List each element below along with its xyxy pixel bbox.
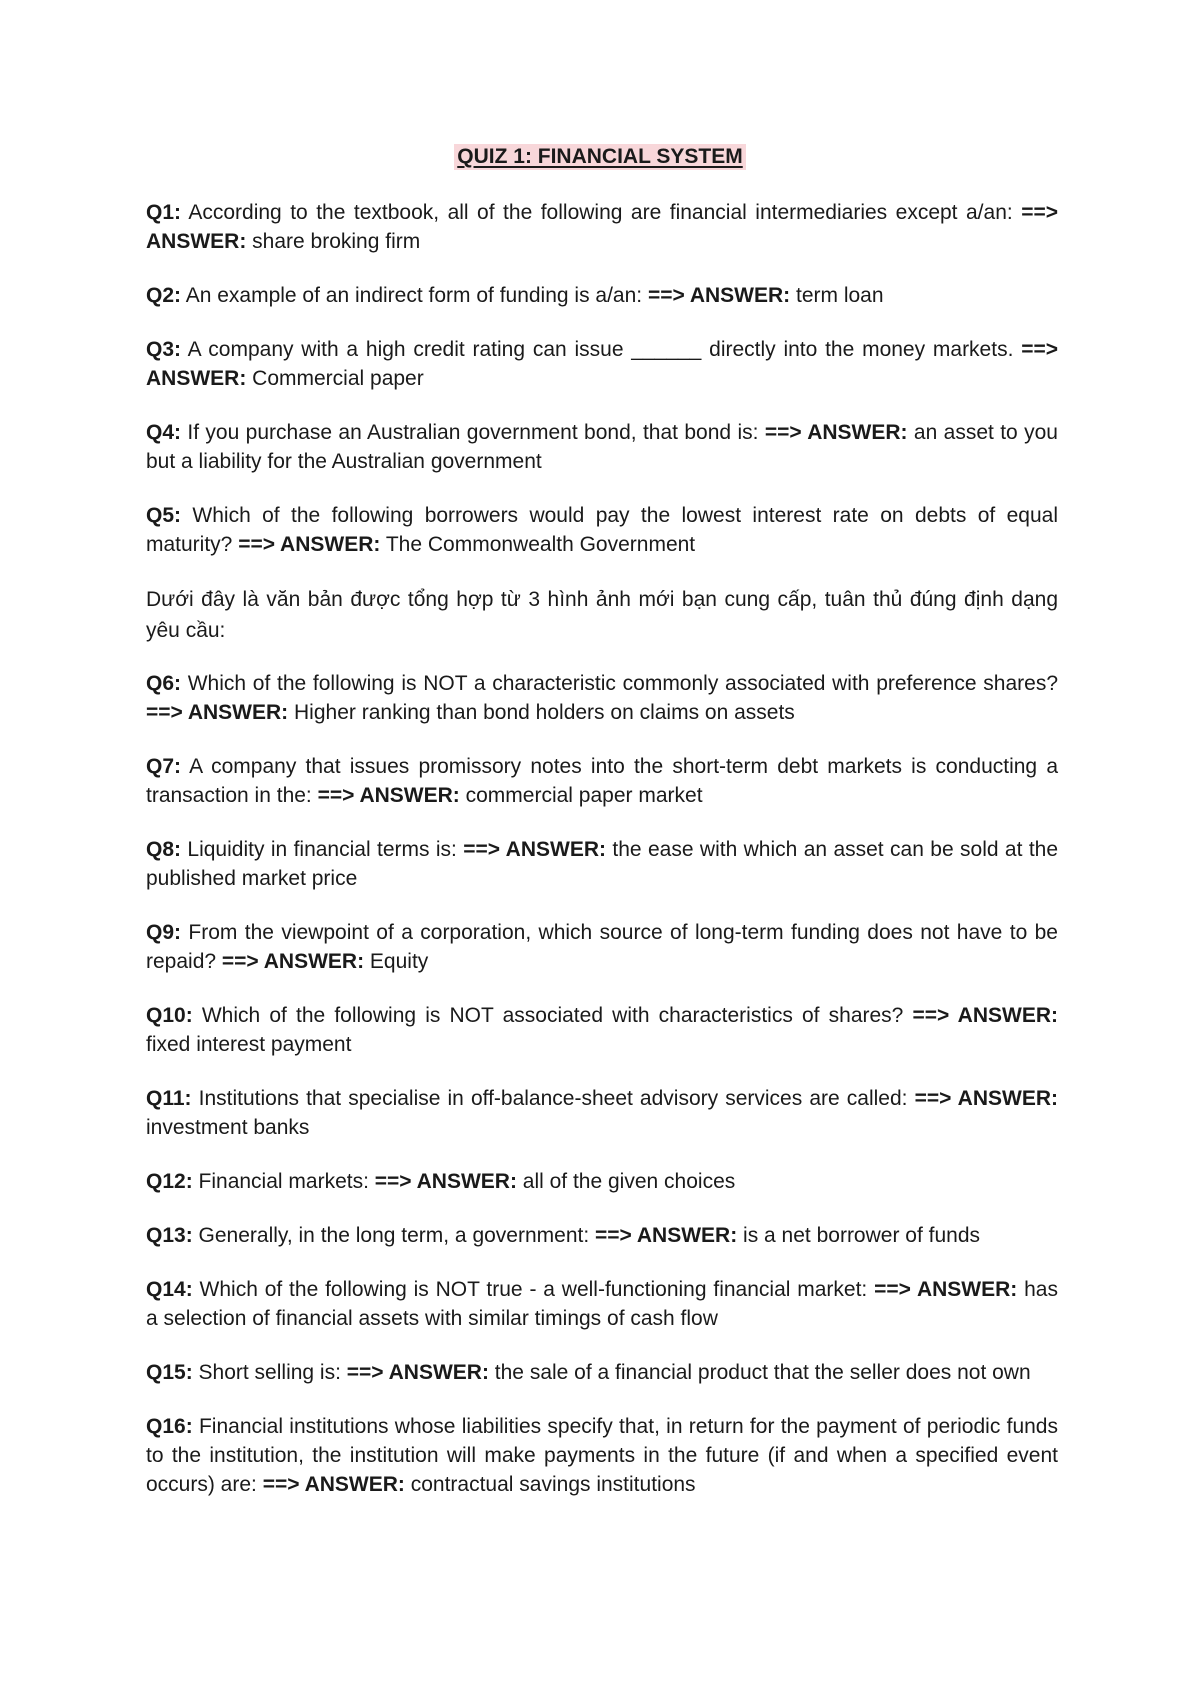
question-group-1 [146, 198, 1058, 559]
question-text: Financial markets: [198, 1170, 369, 1193]
question-item [146, 918, 1058, 976]
question-item [146, 198, 1058, 256]
question-text: Short selling is: [198, 1361, 341, 1384]
question-label: Q7: [146, 755, 182, 778]
answer-text: Equity [369, 950, 429, 973]
question-label: Q14: [146, 1278, 193, 1301]
question-text: Liquidity in financial terms is: [187, 838, 457, 861]
question-text: Which of the following is NOT a characteristic commonly associated with preference shares? [187, 672, 1059, 695]
question-label: Q16: [146, 1415, 193, 1438]
question-label: Q8: [146, 838, 182, 861]
answer-label: ==> ANSWER: [595, 1224, 738, 1247]
question-text: Generally, in the long term, a government: [198, 1224, 590, 1247]
answer-label: ==> ANSWER: [262, 1473, 405, 1496]
question-item [146, 281, 1058, 310]
question-item [146, 335, 1058, 393]
question-text: Financial institutions whose liabilities specify that, in return for the payment of periodic funds to the institution, the institution will make payments in the future (if and when a specified event occurs) are: [146, 1415, 1058, 1496]
quiz-content [146, 198, 1058, 1524]
question-item [146, 669, 1058, 727]
question-text: Which of the following is NOT true - a well-functioning financial market: [199, 1278, 868, 1301]
question-item [146, 1167, 1058, 1196]
question-label: Q12: [146, 1170, 193, 1193]
question-text: An example of an indirect form of funding is a/an: [185, 284, 643, 307]
answer-text: Commercial paper [252, 367, 424, 390]
question-group-2 [146, 669, 1058, 1499]
question-label: Q13: [146, 1224, 193, 1247]
answer-label: ==> ANSWER: [146, 701, 289, 724]
answer-text: is a net borrower of funds [743, 1224, 981, 1247]
answer-text: The Commonwealth Government [385, 533, 696, 556]
answer-text: contractual savings institutions [410, 1473, 696, 1496]
question-item [146, 1001, 1058, 1059]
question-item [146, 752, 1058, 810]
question-label: Q9: [146, 921, 182, 944]
answer-text: the ease with which an asset can be sold at the published market price [146, 838, 1059, 890]
answer-label: ==> ANSWER: [238, 533, 381, 556]
question-label: Q11: [146, 1087, 192, 1110]
answer-text: the sale of a financial product that the seller does not own [494, 1361, 1031, 1384]
question-text: If you purchase an Australian government bond, that bond is: [187, 421, 759, 444]
page-title: QUIZ 1: FINANCIAL SYSTEM [454, 144, 745, 170]
question-item [146, 1275, 1058, 1333]
answer-label: ==> ANSWER: [647, 284, 791, 307]
answer-label: ==> ANSWER: [874, 1278, 1018, 1301]
answer-text: investment banks [146, 1116, 310, 1139]
question-text: Institutions that specialise in off-balance-sheet advisory services are called: [198, 1087, 908, 1110]
question-text: Which of the following borrowers would pay the lowest interest rate on debts of equal maturity? [146, 504, 1058, 556]
answer-label: ==> ANSWER: [346, 1361, 489, 1384]
question-item [146, 1221, 1058, 1250]
answer-text: has a selection of financial assets with similar timings of cash flow [146, 1278, 1058, 1330]
question-item [146, 1358, 1058, 1387]
question-item [146, 418, 1058, 476]
answer-label: ==> ANSWER: [463, 838, 607, 861]
question-text: From the viewpoint of a corporation, which source of long-term funding does not have to be repaid? [146, 921, 1058, 973]
question-label: Q5: [146, 504, 182, 527]
question-label: Q1: [146, 201, 182, 224]
answer-text: fixed interest payment [146, 1033, 352, 1056]
title-container [0, 144, 1200, 170]
answer-label: ==> ANSWER: [317, 784, 460, 807]
question-text: According to the textbook, all of the following are financial intermediaries except a/an: [188, 201, 1013, 224]
answer-label: ==> ANSWER: [914, 1087, 1058, 1110]
question-item [146, 835, 1058, 893]
answer-text: term loan [795, 284, 884, 307]
question-item [146, 1084, 1058, 1142]
question-label: Q10: [146, 1004, 193, 1027]
answer-label: ==> ANSWER: [221, 950, 365, 973]
question-label: Q6: [146, 672, 182, 695]
answer-label: ==> ANSWER: [146, 201, 1058, 253]
question-label: Q2: [146, 284, 182, 307]
answer-text: share broking firm [252, 230, 421, 253]
question-text: Which of the following is NOT associated with characteristics of shares? [201, 1004, 904, 1027]
question-item [146, 1412, 1058, 1499]
question-label: Q4: [146, 421, 182, 444]
answer-text: all of the given choices [522, 1170, 736, 1193]
answer-label: ==> ANSWER: [764, 421, 908, 444]
answer-label: ==> ANSWER: [374, 1170, 517, 1193]
question-text: A company that issues promissory notes into the short-term debt markets is conducting a transaction in the: [146, 755, 1058, 807]
question-item [146, 501, 1058, 559]
note-paragraph: Dưới đây là văn bản được tổng hợp từ 3 hình ảnh mới bạn cung cấp, tuân thủ đúng định dạng yêu cầu: [146, 588, 1058, 642]
question-text: A company with a high credit rating can issue ______ directly into the money markets. [187, 338, 1014, 361]
answer-label: ==> ANSWER: [912, 1004, 1058, 1027]
answer-text: Higher ranking than bond holders on claims on assets [294, 701, 795, 724]
answer-text: commercial paper market [465, 784, 703, 807]
question-label: Q15: [146, 1361, 193, 1384]
question-label: Q3: [146, 338, 182, 361]
answer-text: an asset to you but a liability for the Australian government [146, 421, 1058, 473]
answer-label: ==> ANSWER: [146, 338, 1059, 390]
